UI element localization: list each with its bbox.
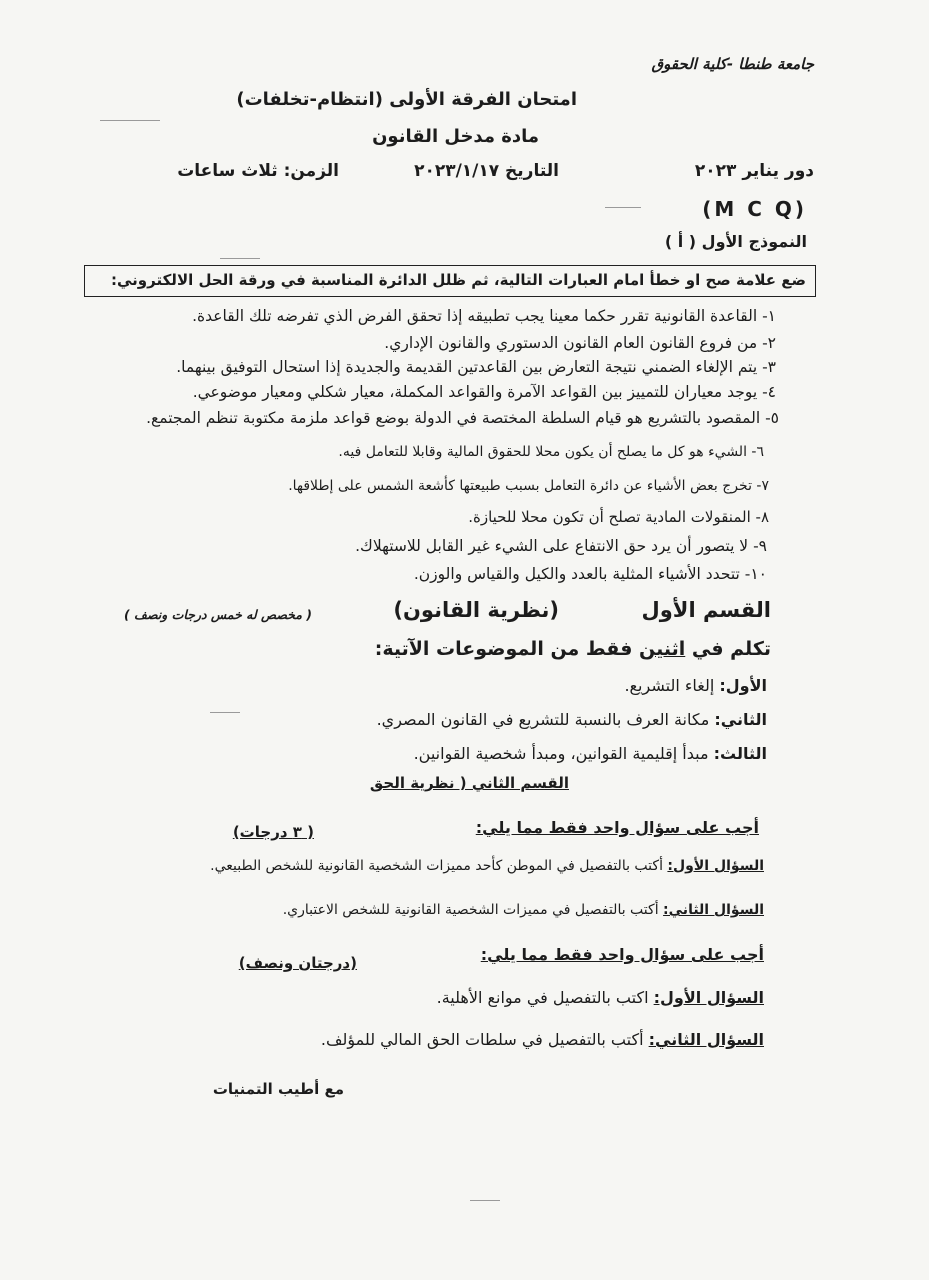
question-item bbox=[321, 1030, 764, 1049]
question-label: السؤال الأول: bbox=[667, 858, 764, 874]
group2-prompt: أجب على سؤال واحد فقط مما يلي: bbox=[480, 945, 764, 964]
scan-mark bbox=[470, 1200, 500, 1201]
topic-item bbox=[624, 676, 767, 695]
topic-item bbox=[377, 710, 767, 729]
part1-prompt-end: فقط من الموضوعات الآتية: bbox=[374, 638, 639, 660]
university-name: جامعة طنطا -كلية الحقوق bbox=[651, 55, 814, 73]
question-text: أكتب بالتفصيل في الموطن كأحد مميزات الشخصية القانونية للشخص الطبيعي. bbox=[210, 858, 668, 874]
part1-grade: ( مخصص له خمس درجات ونصف ) bbox=[123, 607, 312, 622]
mcq-instruction: ضع علامة صح او خطأ امام العبارات التالية، ثم ظلل الدائرة المناسبة في ورقة الحل الالكتروني: bbox=[111, 271, 806, 289]
mcq-item: ٨- المنقولات المادية تصلح أن تكون محلا للحيازة. bbox=[468, 508, 769, 526]
subject-title: مادة مدخل القانون bbox=[372, 126, 539, 147]
part1-prompt bbox=[375, 638, 771, 660]
topic-text: مكانة العرف بالنسبة للتشريع في القانون المصري. bbox=[376, 710, 715, 729]
mcq-item: ٦- الشيء هو كل ما يصلح أن يكون محلا للحقوق المالية وقابلا للتعامل فيه. bbox=[338, 444, 764, 460]
closing-wishes: مع أطيب التمنيات bbox=[212, 1080, 344, 1098]
part1-title: القسم الأول bbox=[641, 598, 771, 622]
part1-prompt-count: اثنين bbox=[639, 638, 686, 660]
exam-title: امتحان الفرقة الأولى (انتظام-تخلفات) bbox=[236, 89, 577, 110]
part2-title: القسم الثاني ( نظرية الحق bbox=[369, 774, 569, 792]
mcq-item: ١- القاعدة القانونية تقرر حكما معينا يجب تطبيقه إذا تحقق الفرض الذي تفرضه تلك القاعدة. bbox=[192, 307, 776, 325]
exam-duration: الزمن: ثلاث ساعات bbox=[177, 161, 339, 181]
topic-label: الثاني: bbox=[714, 710, 767, 729]
topic-item bbox=[414, 744, 767, 763]
topic-text: مبدأ إقليمية القوانين، ومبدأ شخصية القوانين. bbox=[413, 744, 714, 763]
part1-prompt-start: تكلم في bbox=[685, 638, 771, 660]
topic-text: إلغاء التشريع. bbox=[624, 676, 720, 695]
mcq-item: ٧- تخرج بعض الأشياء عن دائرة التعامل بسبب طبيعتها كأشعة الشمس على إطلاقها. bbox=[288, 478, 769, 494]
group2-grade: (درجتان ونصف) bbox=[238, 954, 357, 972]
part1-subtitle: (نظرية القانون) bbox=[393, 598, 559, 622]
topic-label: الأول: bbox=[719, 676, 767, 695]
mcq-item: ٩- لا يتصور أن يرد حق الانتفاع على الشيء غير القابل للاستهلاك. bbox=[355, 537, 767, 555]
question-item bbox=[283, 902, 764, 918]
question-text: أكتب بالتفصيل في مميزات الشخصية القانونية للشخص الاعتباري. bbox=[282, 902, 664, 918]
scan-mark bbox=[100, 120, 160, 121]
question-text: أكتب بالتفصيل في سلطات الحق المالي للمؤلف. bbox=[320, 1030, 649, 1049]
exam-session: دور يناير ٢٠٢٣ bbox=[694, 161, 814, 181]
mcq-tag: (M C Q) bbox=[702, 197, 807, 221]
question-item bbox=[210, 858, 764, 874]
scan-mark bbox=[210, 712, 240, 713]
group1-grade: ( ٣ درجات) bbox=[232, 823, 314, 841]
mcq-item: ٣- يتم الإلغاء الضمني نتيجة التعارض بين القاعدتين القديمة والجديدة إذا استحال التوفيق بينهما. bbox=[176, 358, 776, 376]
question-label: السؤال الأول: bbox=[653, 988, 764, 1007]
scan-mark bbox=[220, 258, 260, 259]
mcq-item: ١٠- تتحدد الأشياء المثلية بالعدد والكيل والقياس والوزن. bbox=[413, 565, 767, 583]
question-text: اكتب بالتفصيل في موانع الأهلية. bbox=[436, 988, 654, 1007]
mcq-item: ٤- يوجد معياران للتمييز بين القواعد الآمرة والقواعد المكملة، معيار شكلي ومعيار موضوعي. bbox=[192, 383, 776, 401]
question-item bbox=[437, 988, 764, 1007]
exam-date: التاريخ ٢٠٢٣/١/١٧ bbox=[414, 161, 559, 181]
group1-prompt: أجب على سؤال واحد فقط مما يلي: bbox=[475, 818, 759, 837]
scan-mark bbox=[605, 207, 641, 208]
question-label: السؤال الثاني: bbox=[663, 902, 764, 918]
mcq-item: ٢- من فروع القانون العام القانون الدستوري والقانون الإداري. bbox=[384, 334, 776, 352]
model-label: النموذج الأول ( أ ) bbox=[664, 232, 807, 251]
topic-label: الثالث: bbox=[713, 744, 767, 763]
question-label: السؤال الثاني: bbox=[648, 1030, 764, 1049]
mcq-item: ٥- المقصود بالتشريع هو قيام السلطة المختصة في الدولة بوضع قواعد ملزمة مكتوبة تنظم المجتمع. bbox=[146, 409, 779, 427]
